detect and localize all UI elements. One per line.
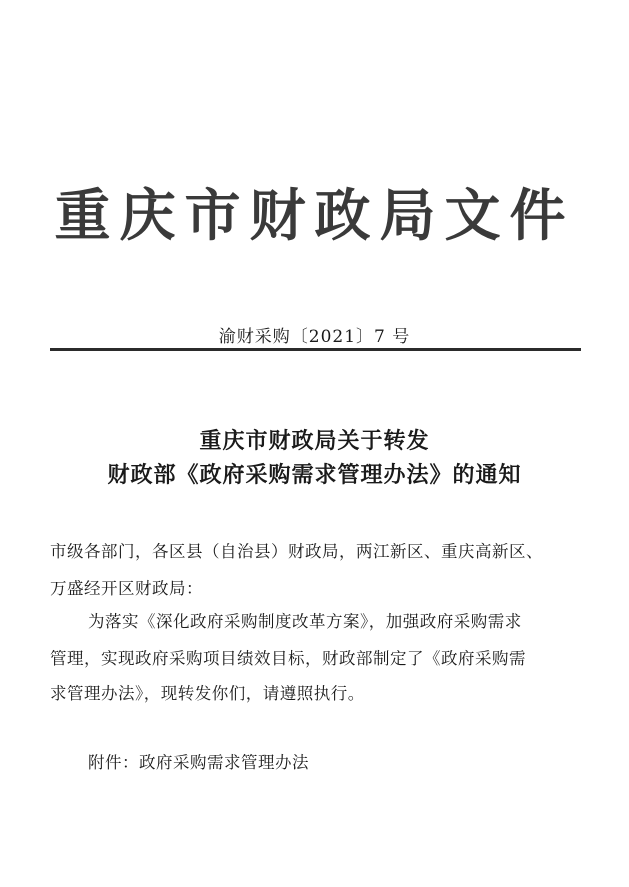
header-divider xyxy=(50,348,581,351)
body-line-3: 求管理办法》，现转发你们，请遵照执行。 xyxy=(50,684,365,703)
recipients-line-1: 市级各部门，各区县（自治县）财政局，两江新区、重庆高新区、 xyxy=(50,542,543,561)
issuer-header: 重庆市财政局文件 xyxy=(54,184,575,249)
attachment-line: 附件：政府采购需求管理办法 xyxy=(88,753,309,772)
title-line-2: 财政部《政府采购需求管理办法》的通知 xyxy=(107,462,522,488)
body-line-2: 管理，实现政府采购项目绩效目标，财政部制定了《政府采购需 xyxy=(50,649,526,668)
recipients-line-2: 万盛经开区财政局： xyxy=(50,579,203,598)
document-number: 渝财采购〔2021〕7 号 xyxy=(218,327,411,347)
body-line-1: 为落实《深化政府采购制度改革方案》，加强政府采购需求 xyxy=(88,612,522,631)
title-line-1: 重庆市财政局关于转发 xyxy=(199,428,430,454)
